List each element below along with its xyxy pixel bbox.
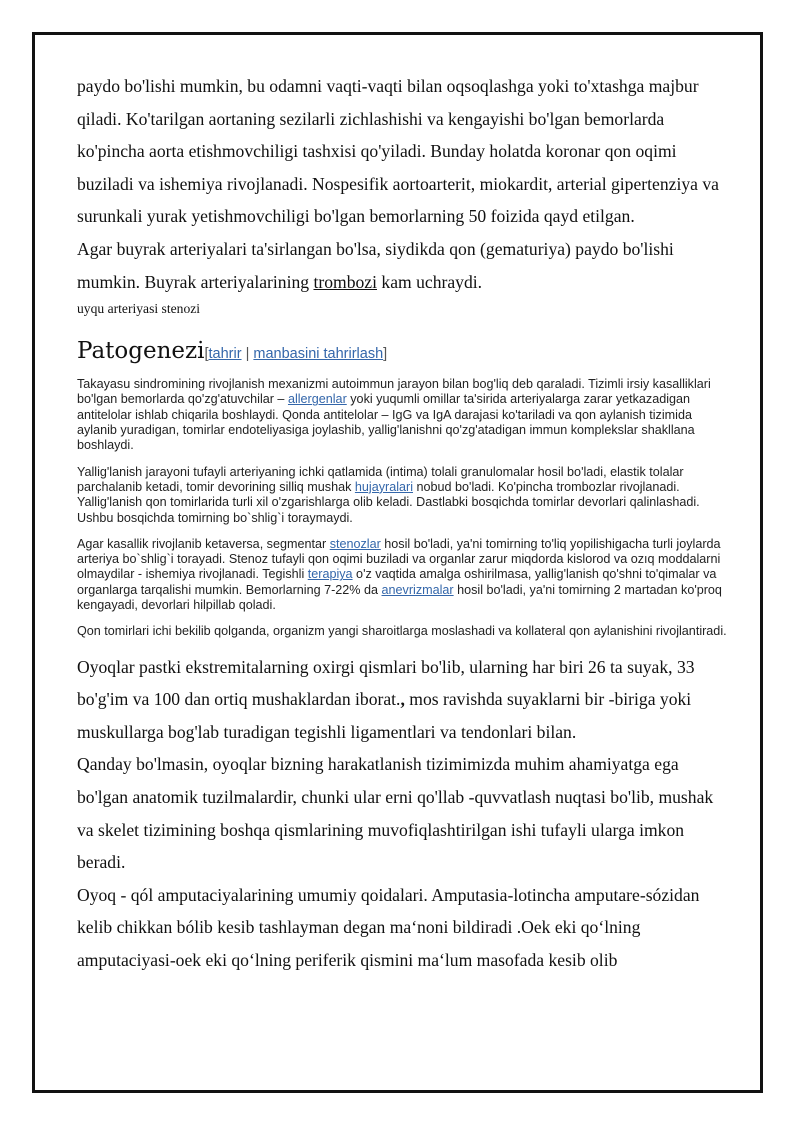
image-caption: uyqu arteriyasi stenozi	[77, 301, 201, 317]
edit-links: [tahrir | manbasini tahrirlash]	[204, 346, 388, 363]
patogenez-paragraph-1: Takayasu sindromining rivojlanish mexanizmi autoimmun jarayon bilan bog'liq deb qaraladi. Tizimli irsiy kasalliklari bo'lgan bemorlarda qo'zg'atuvchilar – allergenlar yoki yuqumli omillar ta'sirida arteriyalarga zarar yetkazadigan antitelolar ishlab chiqarila boshlaydi. Qonda antitelolar – IgG va IgA darajasi ko'tariladi va qon aylanish tizimida aylanib yuradigan, tomirlar endoteliyasiga joylashib, yallig'lanishni qo'zg'atadigan immun komplekslar shakllana boshlaydi.	[77, 377, 711, 453]
patogenez-paragraph-2: Yallig'lanish jarayoni tufayli arteriyaning ichki qatlamida (intima) tolali granulomalar hosil bo'ladi, elastik tolalar parchalanib ketadi, tomir devorining silliq mushak hujayralari nobud bo'ladi. Ko'pincha trombozlar rivojlanadi. Yallig'lanish qon tomirlarida turli xil o'zgarishlarga olib keladi. Dastlabki bosqichda tomirlar devorlari qalinlashadi. Ushbu bosqichda tomirning bo`shlig`i toraymaydi.	[77, 464, 700, 525]
bottom-section	[77, 651, 727, 977]
trombozi-link[interactable]: trombozi	[313, 271, 378, 292]
paragraph-kidney: Agar buyrak arteriyalari ta'sirlangan bo'lsa, siydikda qon (gematuriya) paydo bo'lishi mumkin. Buyrak arteriyalarining trombozi kam uchraydi.	[77, 238, 674, 292]
patogenez-paragraph-4: Qon tomirlari ichi bekilib qolganda, organizm yangi sharoitlarga moslashadi va kollateral qon aylanishini rivojlantiradi.	[77, 624, 727, 639]
edit-source-link[interactable]: manbasini tahrirlash	[253, 346, 384, 363]
anevrizmalar-link[interactable]: anevrizmalar	[381, 582, 454, 597]
hujayralari-link[interactable]: hujayralari	[354, 479, 414, 494]
section-heading	[77, 336, 727, 369]
paragraph-feet-1: Oyoqlar pastki ekstremitalarning oxirgi qismlari bo'lib, ularning har biri 26 ta suyak, 33 bo'g'im va 100 dan ortiq mushaklardan iborat., mos ravishda suyaklarni bir -biriga yoki muskullarga bog'lab turadigan tegishli ligamentlari va tendonlari bilan.	[77, 656, 695, 742]
stenozlar-link[interactable]: stenozlar	[329, 536, 381, 551]
heading-title: Patogenezi	[77, 338, 205, 365]
top-section	[77, 70, 727, 298]
document-content	[77, 70, 727, 977]
terapiya-link[interactable]: terapiya	[307, 567, 353, 582]
paragraph-feet-2: Qanday bo'lmasin, oyoqlar bizning harakatlanish tizimimizda muhim ahamiyatga ega bo'lgan anatomik tuzilmalardir, chunki ular erni qo'llab -quvvatlash nuqtasi bo'lib, mushak va skelet tizimining boshqa qismlarining muvofiqlashtirilgan ishi tufayli ularga imkon beradi.	[77, 754, 714, 873]
patogenez-paragraph-3: Agar kasallik rivojlanib ketaversa, segmentar stenozlar hosil bo'ladi, ya'ni tomirning to'liq yopilishigacha turli joylarda arteriya bo`shlig`i torayadi. Stenoz tufayli qon oqimi buziladi va organlar zarur miqdorda kislorod va ozıq moddalarni olmaydilar - ishemiya rivojlanadi. Tegishli terapiya o'z vaqtida amalga oshirilmasa, yallig'lanish qo'shni to'qimalar va organlarga tarqalishi mumkin. Bemorlarning 7-22% da anevrizmalar hosil bo'ladi, ya'ni tomirning 2 martadan ko'proq kengayadi, devorlari hilpillab qoladi.	[77, 536, 722, 613]
allergenlar-link[interactable]: allergenlar	[287, 392, 347, 407]
paragraph-amputation: Oyoq - qól amputaciyalarining umumiy qoidalari. Amputasia-lotincha amputare-sózidan kelib chikkan bólib kesib tashlayman degan ma‘noni bildiradi .Oek eki qo‘lning amputaciyasi-oek eki qo‘lning periferik qismini ma‘lum masofada kesib olib	[77, 884, 700, 970]
patogenez-section	[77, 377, 727, 639]
edit-link[interactable]: tahrir	[208, 346, 242, 363]
paragraph-aorta: paydo bo'lishi mumkin, bu odamni vaqti-vaqti bilan oqsoqlashga yoki to'xtashga majbur qiladi. Ko'tarilgan aortaning sezilarli zichlashishi va kengayishi bo'lgan bemorlarda ko'pincha aorta etishmovchiligi tashxisi qo'yiladi. Bunday holatda koronar qon oqimi buziladi va ishemiya rivojlanadi. Nospesifik aortoarterit, miokardit, arterial gipertenziya va surunkali yurak yetishmovchiligi bo'lgan bemorlarning 50 foizida qayd etilgan.	[77, 76, 719, 227]
